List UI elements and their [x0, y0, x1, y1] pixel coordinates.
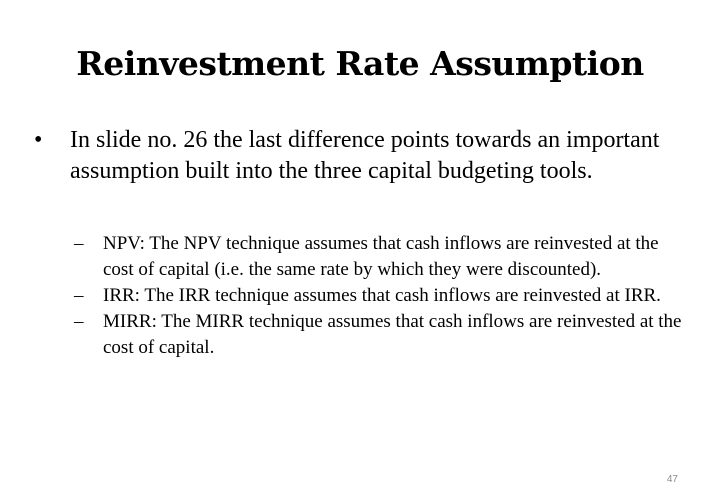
dash-marker: –: [74, 285, 84, 306]
sub-bullet-text: IRR: The IRR technique assumes that cash inflows are reinvested at IRR.: [103, 285, 661, 306]
sub-bullet-npv: [74, 231, 684, 283]
slide-title: Reinvestment Rate Assumption: [76, 44, 644, 83]
sub-bullet-text: MIRR: The MIRR technique assumes that cash inflows are reinvested at the cost of capital.: [103, 311, 682, 358]
dash-marker: –: [74, 233, 84, 254]
bullet-marker: •: [34, 127, 43, 153]
sub-bullet-list: [74, 231, 684, 361]
sub-bullet-text: NPV: The NPV technique assumes that cash inflows are reinvested at the cost of capital (i.e. the same rate by which they were discounted).: [103, 233, 659, 280]
page-number: 47: [666, 474, 678, 485]
main-bullet-text: In slide no. 26 the last difference points towards an important assumption built into the three capital budgeting tools.: [70, 127, 660, 184]
dash-marker: –: [74, 311, 84, 332]
sub-bullet-irr: [74, 283, 684, 309]
main-bullet: [34, 125, 684, 187]
sub-bullet-mirr: [74, 309, 684, 361]
